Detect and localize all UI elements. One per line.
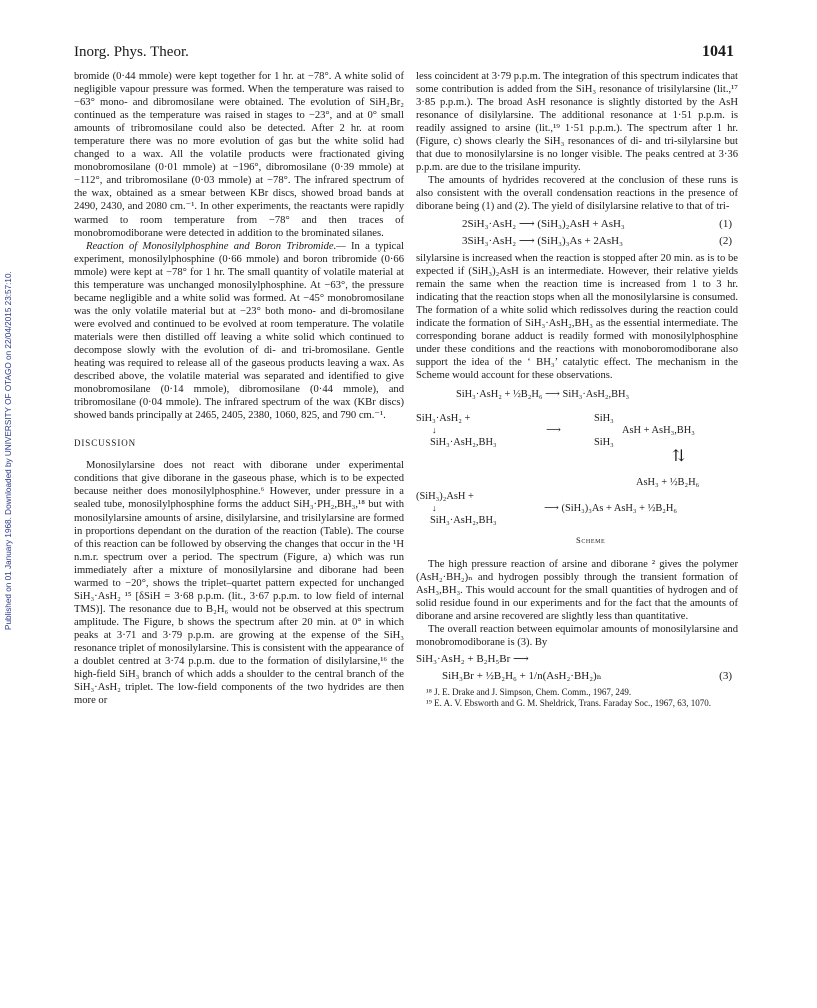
equation-text: SiH₃Br + ½B₂H₆ + 1/n(AsH₂·BH₂)ₙ — [442, 670, 602, 683]
equation-text: 2SiH₃·AsH₂ ⟶ (SiH₃)₂AsH + AsH₃ — [462, 217, 625, 230]
scheme-caption: Scheme — [576, 535, 606, 546]
equilibrium-arrow-icon: ⇅ — [672, 448, 686, 466]
footnote: ¹⁹ E. A. V. Ebsworth and G. M. Sheldrick, Trans. Faraday Soc., 1967, 63, 1070. — [426, 697, 711, 708]
equation-1 — [416, 218, 738, 231]
paragraph: Monosilylarsine does not react with diborane under experimental conditions that give diborane in the gaseous phase, which is to be expected because neither does monosilylphosphine.⁶ However, under pressure in a sealed tube, monosilylphosphine forms the adduct SiH₃·PH₂,BH₃,¹⁸ but with monosilylarsine amounts of arsine, disilylarsine, and trisilylarsine are formed in proportions dependant on the duration of the reaction (Table). The course of this reaction can be followed by observing the changes that occur in the ¹H n.m.r. spectrum over a period. The spectrum (Figure, a) which was run immediately after a mixture of monosilylarsine and diborane had been warmed to −20°, shows the triplet–quartet pattern expected for unchanged SiH₃·AsH₂ ¹⁵ [δSiH = 3·68 p.p.m. (lit., 3·67 p.p.m. to low field of internal TMS)]. The resonance due to B₂H₆ would not be observed at this spectrum amplitude. The Figure, b shows the spectrum after 20 min. at 0° in which peaks at 3·71 and 3·79 p.p.m. are growing at the expense of the SiH₃ resonance triplet of monosilylarsine. This is consistent with the appearance of a doublet centred at 3·74 p.p.m. due to the formation of disilylarsine,¹⁶ the high-field SiH₃ branch of which adds a shoulder to the central branch of the SiH₃·AsH₂ triplet. The low-field components of the two hydrides are then more or — [74, 460, 404, 707]
equation-3 — [416, 653, 738, 683]
paragraph: less coincident at 3·79 p.p.m. The integration of this spectrum indicates that some contribution is added from the SiH₃ resonance of trisilylarsine (lit.,¹⁷ 3·85 p.p.m.). The broad AsH resonance is slightly distorted by the AsH resonance of disilylarsine. The additional resonance at 1·51 p.p.m. is readily assigned to arsine (lit.,¹⁹ 1·51 p.p.m.). The spectrum after 1 hr. (Figure, c) shows clearly the SiH₃ resonances of di- and tri-silylarsine but that due to monosilylarsine is no longer visible. The peaks centred at 3·36 p.p.m. are due to the trisilane impurity. — [416, 71, 738, 174]
reaction-arrow-icon: ⟶ — [546, 425, 561, 437]
dative-arrow-icon: ↓ — [432, 503, 437, 514]
equation-text: 3SiH₃·AsH₂ ⟶ (SiH₃)₃As + 2AsH₃ — [462, 234, 623, 247]
download-watermark: Published on 01 January 1968. Downloaded by UNIVERSITY OF OTAGO on 22/04/2015 23:57:10. — [4, 271, 13, 630]
footnotes — [416, 687, 738, 709]
paragraph-body: In a typical experiment, monosilylphosphine (0·66 mmole) and boron tribromide (0·66 mmole) were kept at −78° for 1 hr. The small quantity of volatile material at this temperature was unchanged monosilylphosphine. At −63°, the pressure became negligible and a white solid was formed. At −45° monobromosilane was the only volatile material but at −23° both mono- and di-bromosilane were evolved and continued to be evolved at room temperature. The volatile materials were then distilled off leaving a white solid which continued to decompose slowly with the evolution of di- and tri-bromosilane. Gentle heating was required to release all of the gaseous products leaving a wax. As described above, the volatile material was separated and identified to give monobromosilane (0·14 mmole), dibromosilane (0·44 mmole), and tribromosilane (0·04 mmole). The infrared spectrum of the wax (KBr discs) showed bands principally at 2465, 2405, 2380, 1060, 825, and 790 cm.⁻¹. — [74, 240, 404, 422]
scheme-product-silyl: SiH₃ — [594, 437, 614, 449]
scheme-row-3: AsH₃ + ½B₂H₆ — [636, 477, 700, 489]
scheme-reactant: SiH₃·AsH₂ + — [416, 413, 471, 425]
paragraph: The amounts of hydrides recovered at the conclusion of these runs is also consistent with the overall condensation reactions in the presence of diborane being (1) and (2). The yield of disilylarsine relative to that of tri- — [416, 175, 738, 213]
paragraph: silylarsine is increased when the reaction is stopped after 20 min. as is to be expected if (SiH₃)₂AsH is an intermediate. However, their relative yields remain the same when the reaction time is increased from 1 to 3 hr. indicating that the reaction stops when all the monosilylarsine is consumed. The formation of a white solid which redissolves during the reaction could indicate the formation of SiH₃·AsH₂,BH₃ as the essential intermediate. The corresponding borane adduct is readily formed with monosilylphosphine under these conditions and the reactions with monoboromodiborane also support the idea of the ‘ BH₃’ catalytic effect. The mechanism in the Scheme would account for these observations. — [416, 252, 738, 382]
section-heading: DISCUSSION — [74, 438, 137, 449]
equation-number: (2) — [719, 234, 732, 247]
scheme-row-1: SiH₃·AsH₂ + ½B₂H₆ ⟶ SiH₃·AsH₂,BH₃ — [456, 389, 630, 401]
equation-number: (3) — [719, 670, 732, 683]
paragraph: The high pressure reaction of arsine and diborane ² gives the polymer (AsH₂·BH₂)ₙ and hydrogen possibly through the transient formation of AsH₃,BH₃. This would account for the small quantities of hydrogen and of solid residue found in our experiments and for the fact that the amounts of diborane and arsine recovered are slightly less than quantitative. — [416, 559, 738, 623]
running-header: Inorg. Phys. Theor. — [74, 44, 189, 60]
subsection-heading: Reaction of Monosilylphosphine and Boron Tribromide.— — [86, 240, 346, 252]
scheme-adduct: SiH₃·AsH₂,BH₃ — [430, 515, 497, 527]
right-column — [416, 70, 738, 709]
equation-number: (1) — [719, 217, 732, 230]
scheme-adduct: SiH₃·AsH₂,BH₃ — [430, 437, 497, 449]
scheme-reactant: (SiH₃)₂AsH + — [416, 491, 474, 503]
footnote: ¹⁸ J. E. Drake and J. Simpson, Chem. Comm., 1967, 249. — [426, 686, 632, 697]
reaction-scheme — [416, 388, 738, 554]
paragraph — [74, 240, 404, 423]
left-column — [74, 70, 404, 707]
paragraph: The overall reaction between equimolar amounts of monosilylarsine and monobromodiborane is (3). By — [416, 624, 738, 649]
scheme-product-silyl: SiH₃ — [594, 413, 614, 425]
scheme-product: ⟶ (SiH₃)₃As + AsH₃ + ½B₂H₆ — [544, 503, 678, 515]
page-number: 1041 — [702, 43, 734, 60]
paragraph: bromide (0·44 mmole) were kept together for 1 hr. at −78°. A white solid of negligible vapour pressure was formed. When the temperature was raised to −63° mono- and dibromosilane were obtained. The evolution of SiH₂Br₂ continued as the temperature was raised in stages to −23°, and at 0° small amounts of tribromosilane could also be detected. After 2 hr. at room temperature there was no more evolution of gas but the white solid had changed to a wax. All the volatile products were fractionated giving monobromosilane (0·01 mmole) at −196°, dibromosilane (0·39 mmole) at −112°, and tribromosilane (0·03 mmole) at −78°. The infrared spectrum of the wax, obtained as a smear between KBr discs, showed broad bands at 2490, 2430, and 2080 cm.⁻¹. In other experiments, the reactants were rapidly warmed to room temperature from −78° and then traces of monobromodiborane were detected in addition to the brominated silanes. — [74, 71, 404, 239]
scheme-product: AsH + AsH₃,BH₃ — [622, 425, 695, 437]
dative-arrow-icon: ↓ — [432, 425, 437, 436]
equation-text: SiH₃·AsH₂ + B₂H₅Br ⟶ — [416, 653, 529, 666]
equation-2 — [416, 235, 738, 248]
